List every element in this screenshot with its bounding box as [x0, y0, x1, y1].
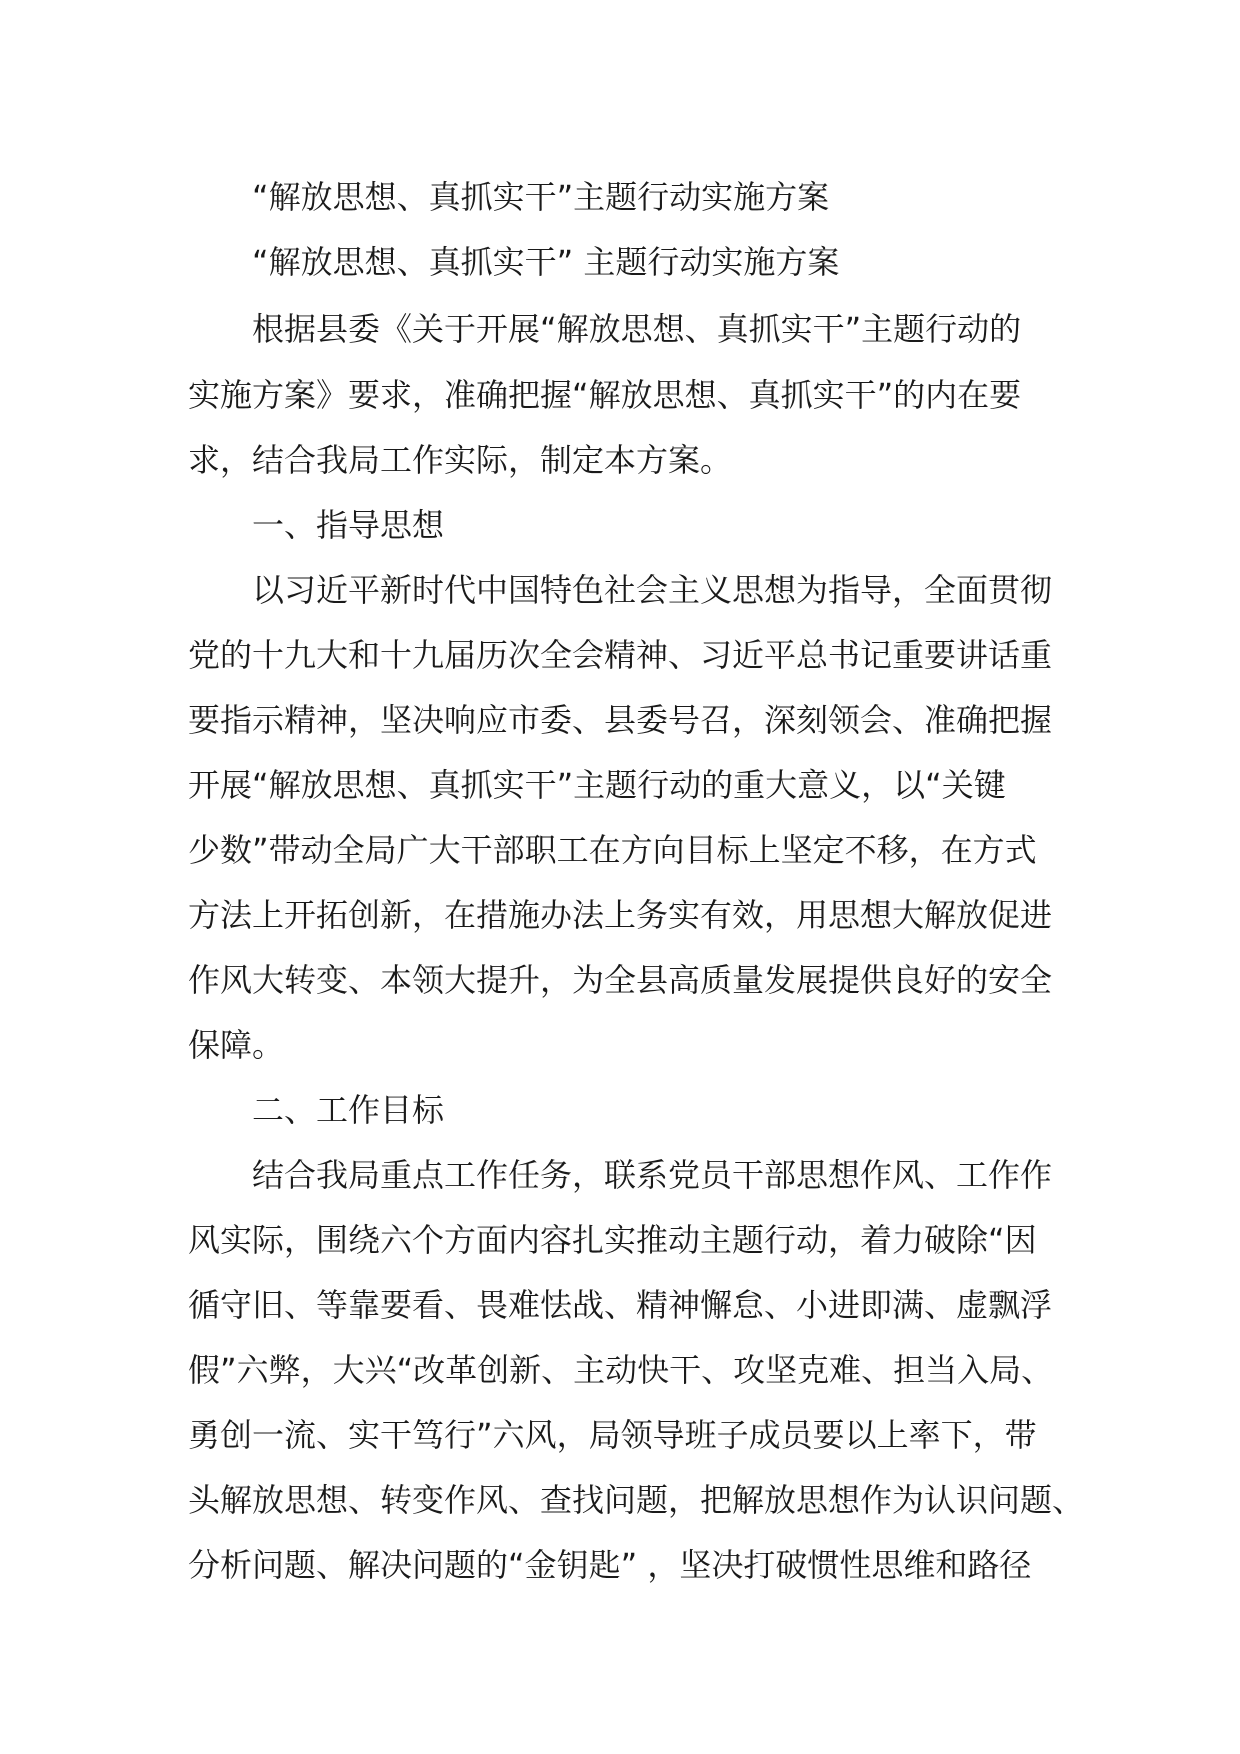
document-subtitle: “解放思想、真抓实干” 主题行动实施方案	[252, 243, 840, 281]
section-heading-work-goals: 二、工作目标	[252, 1091, 445, 1129]
intro-line: 实施方案》要求，准确把握“解放思想、真抓实干”的内在要	[188, 376, 1022, 414]
paragraph-line: 分析问题、解决问题的“金钥匙” ，坚决打破惯性思维和路径	[188, 1546, 1032, 1584]
paragraph-line: 循守旧、等靠要看、畏难怯战、精神懈怠、小进即满、虚飘浮	[188, 1286, 1053, 1324]
paragraph-line: 作风大转变、本领大提升，为全县高质量发展提供良好的安全	[188, 961, 1053, 999]
paragraph-line: 方法上开拓创新，在措施办法上务实有效，用思想大解放促进	[188, 896, 1053, 934]
paragraph-line: 少数”带动全局广大干部职工在方向目标上坚定不移，在方式	[188, 831, 1037, 869]
paragraph-line: 以习近平新时代中国特色社会主义思想为指导，全面贯彻	[252, 571, 1053, 609]
section-heading-guiding-ideology: 一、指导思想	[252, 506, 445, 544]
paragraph-line: 结合我局重点工作任务，联系党员干部思想作风、工作作	[252, 1156, 1053, 1194]
document-title: “解放思想、真抓实干”主题行动实施方案	[252, 178, 830, 216]
paragraph-line: 开展“解放思想、真抓实干”主题行动的重大意义，以“关键	[188, 766, 1006, 804]
intro-line: 根据县委《关于开展“解放思想、真抓实干”主题行动的	[252, 310, 1022, 348]
paragraph-line: 保障。	[188, 1026, 285, 1064]
intro-line: 求，结合我局工作实际，制定本方案。	[188, 441, 733, 479]
paragraph-line: 风实际，围绕六个方面内容扎实推动主题行动，着力破除“因	[188, 1221, 1037, 1259]
paragraph-line: 勇创一流、实干笃行”六风，局领导班子成员要以上率下，带	[188, 1416, 1037, 1454]
paragraph-line: 要指示精神，坚决响应市委、县委号召，深刻领会、准确把握	[188, 701, 1053, 739]
paragraph-line: 党的十九大和十九届历次全会精神、习近平总书记重要讲话重	[188, 636, 1053, 674]
paragraph-line: 头解放思想、转变作风、查找问题，把解放思想作为认识问题、	[188, 1481, 1085, 1519]
paragraph-line: 假”六弊，大兴“改革创新、主动快干、攻坚克难、担当入局、	[188, 1351, 1054, 1389]
